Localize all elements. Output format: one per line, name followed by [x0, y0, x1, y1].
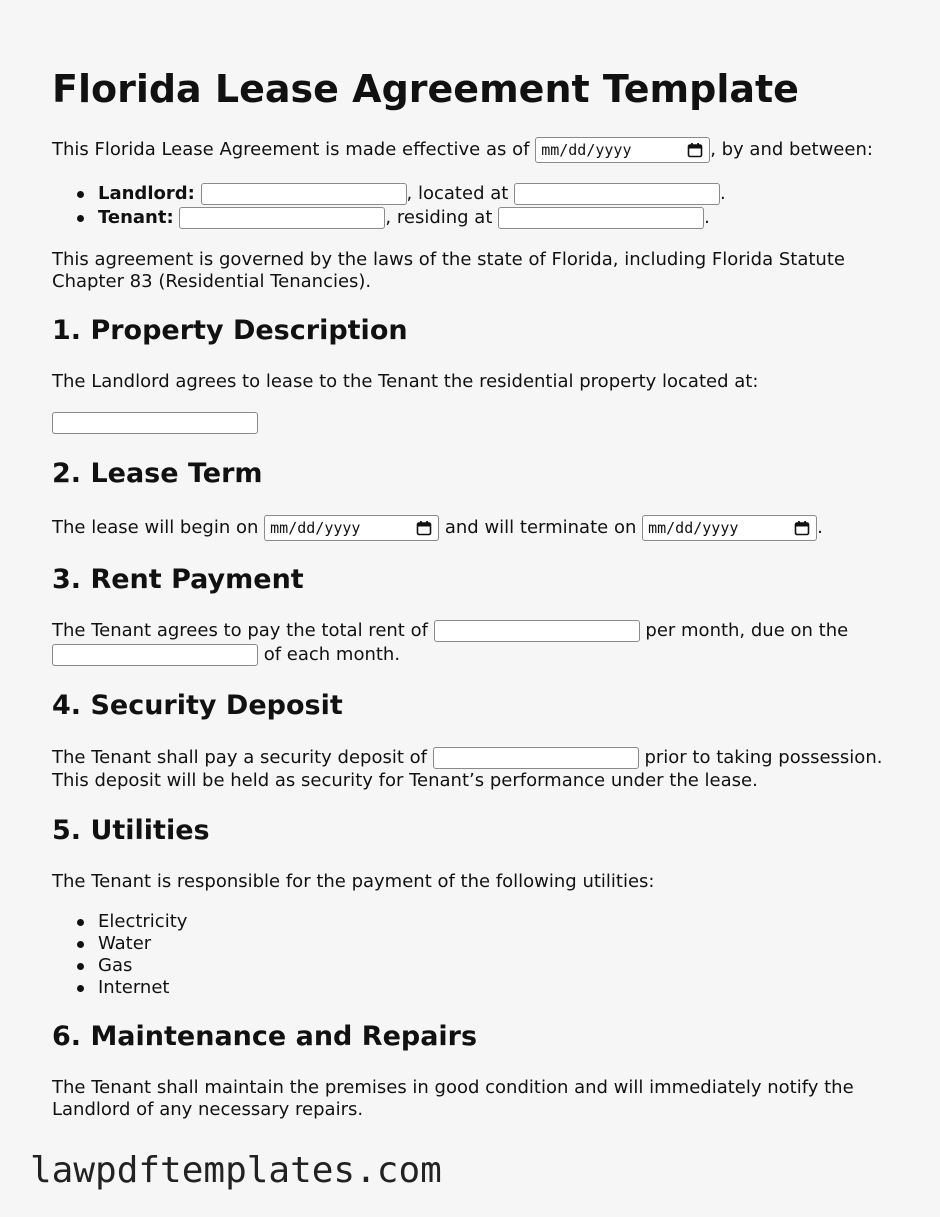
calendar-icon[interactable] — [687, 142, 703, 158]
property-address-row — [52, 412, 258, 434]
intro-paragraph — [52, 137, 873, 163]
rent-payment-paragraph — [52, 619, 882, 667]
intro-text-end: , by and between: — [710, 139, 873, 160]
utility-item: Internet — [52, 977, 187, 999]
landlord-end: . — [720, 183, 726, 204]
watermark-footer: lawpdftemplates.com — [30, 1150, 442, 1191]
rent-amount-input[interactable] — [434, 620, 640, 642]
rent-middle-text: per month, due on the — [639, 620, 849, 641]
property-description-text: The Landlord agrees to lease to the Tenant the residential property located at: — [52, 371, 759, 392]
lease-middle-text: and will terminate on — [439, 517, 643, 538]
calendar-icon[interactable] — [794, 520, 810, 536]
tenant-end: . — [704, 207, 710, 228]
page-title: Florida Lease Agreement Template — [52, 67, 799, 111]
party-landlord — [52, 182, 726, 206]
deposit-after-text: prior to taking possession. This deposit will be held as security for Tenant’s performance under the lease. — [52, 747, 883, 791]
tenant-label: Tenant: — [98, 207, 174, 228]
deposit-text: The Tenant shall pay a security deposit of — [52, 747, 427, 768]
lease-term-paragraph — [52, 515, 823, 541]
rent-after-text: of each month. — [258, 644, 401, 665]
utility-item: Gas — [52, 955, 187, 977]
section-4-heading: 4. Security Deposit — [52, 690, 343, 721]
rent-text: The Tenant agrees to pay the total rent of — [52, 620, 428, 641]
landlord-label: Landlord: — [98, 183, 195, 204]
lease-end-date-input[interactable] — [642, 515, 817, 541]
tenant-name-input[interactable] — [179, 207, 385, 229]
section-1-heading: 1. Property Description — [52, 315, 408, 346]
section-6-heading: 6. Maintenance and Repairs — [52, 1021, 478, 1052]
rent-due-day-input[interactable] — [52, 644, 258, 666]
parties-list — [52, 182, 726, 230]
landlord-address-input[interactable] — [514, 183, 720, 205]
lease-end-text: . — [817, 517, 823, 538]
utilities-text: The Tenant is responsible for the payment of the following utilities: — [52, 871, 655, 892]
utility-item: Water — [52, 933, 187, 955]
tenant-address-input[interactable] — [498, 207, 704, 229]
security-deposit-input[interactable] — [433, 747, 639, 769]
party-tenant — [52, 206, 726, 230]
maintenance-paragraph: The Tenant shall maintain the premises in good condition and will immediately notify the Landlord of any necessary repairs. — [52, 1077, 854, 1120]
date-placeholder: mm/dd/yyyy — [541, 141, 632, 159]
lease-start-date-input[interactable] — [264, 515, 439, 541]
section-2-heading: 2. Lease Term — [52, 458, 263, 489]
utilities-list — [52, 911, 187, 999]
section-3-heading: 3. Rent Payment — [52, 564, 304, 595]
tenant-connector: , residing at — [385, 207, 493, 228]
effective-date-input[interactable] — [535, 137, 710, 163]
date-placeholder: mm/dd/yyyy — [648, 519, 739, 537]
calendar-icon[interactable] — [416, 520, 432, 536]
section-5-heading: 5. Utilities — [52, 815, 210, 846]
landlord-connector: , located at — [406, 183, 509, 204]
security-deposit-paragraph — [52, 746, 897, 792]
intro-text: This Florida Lease Agreement is made effective as of — [52, 139, 530, 160]
governing-law-paragraph: This agreement is governed by the laws of the state of Florida, including Florida Statute Chapter 83 (Residential Tenancies). — [52, 249, 845, 292]
date-placeholder: mm/dd/yyyy — [270, 519, 361, 537]
landlord-name-input[interactable] — [201, 183, 407, 205]
lease-begin-text: The lease will begin on — [52, 517, 259, 538]
utility-item: Electricity — [52, 911, 187, 933]
property-address-input[interactable] — [52, 412, 258, 434]
